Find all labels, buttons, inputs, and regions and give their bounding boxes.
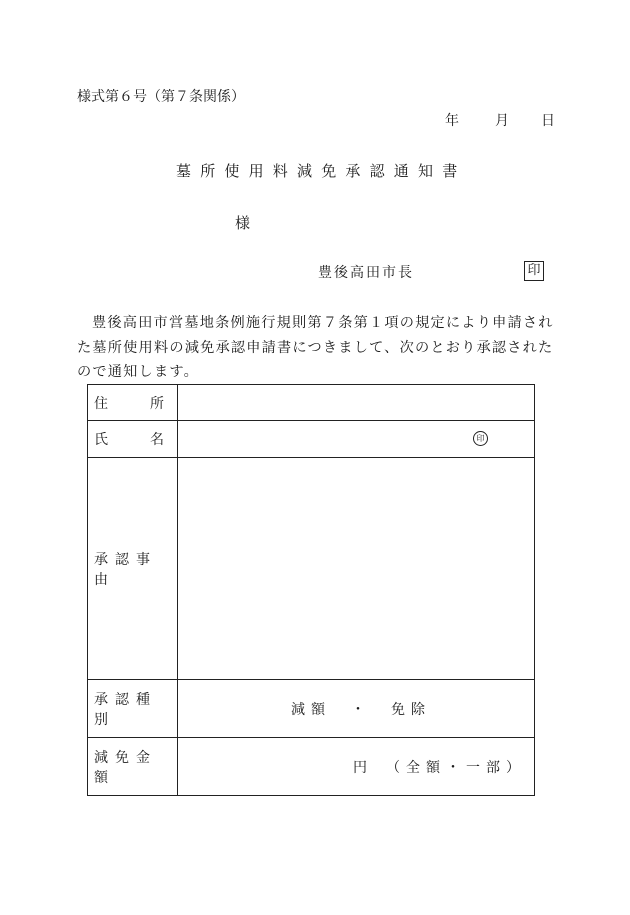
notice-body-text: 豊後高田市営墓地条例施行規則第７条第１項の規定により申請された墓所使用料の減免承認申請書につきまして、次のとおり承認されたので通知します。 — [77, 315, 554, 380]
name-label-char-2: 名 — [150, 432, 164, 448]
address-label-char-1: 住 — [94, 395, 108, 412]
address-row — [88, 385, 535, 421]
exemption-amount-label: 減免金額 — [88, 738, 178, 796]
reason-row — [88, 458, 535, 680]
approval-reason-field[interactable] — [178, 458, 535, 680]
approval-type-value[interactable]: 減額 ・ 免除 — [178, 680, 535, 738]
name-label — [88, 421, 178, 458]
address-label-char-2: 所 — [150, 395, 164, 412]
name-seal-mark: 印 — [473, 431, 488, 446]
document-title: 墓所使用料減免承認通知書 — [176, 162, 467, 180]
type-row — [88, 680, 535, 738]
name-label-char-1: 氏 — [94, 432, 108, 448]
approval-reason-label: 承認事由 — [88, 458, 178, 680]
date-day-label: 日 — [541, 113, 555, 129]
addressee-suffix: 様 — [235, 214, 251, 232]
date-month-label: 月 — [495, 113, 509, 129]
issuer-name: 豊後高田市長 — [318, 265, 414, 281]
amount-row — [88, 738, 535, 796]
address-field[interactable] — [178, 385, 535, 421]
name-row — [88, 421, 535, 458]
address-label — [88, 385, 178, 421]
name-field[interactable] — [178, 421, 535, 458]
issuer-seal-mark: 印 — [524, 261, 544, 281]
approval-type-label: 承認種別 — [88, 680, 178, 738]
form-number: 様式第６号（第７条関係） — [77, 89, 245, 105]
date-year-label: 年 — [445, 113, 459, 129]
notice-form-table — [87, 384, 535, 796]
exemption-amount-value[interactable]: 円 （全額・一部） — [178, 738, 535, 796]
